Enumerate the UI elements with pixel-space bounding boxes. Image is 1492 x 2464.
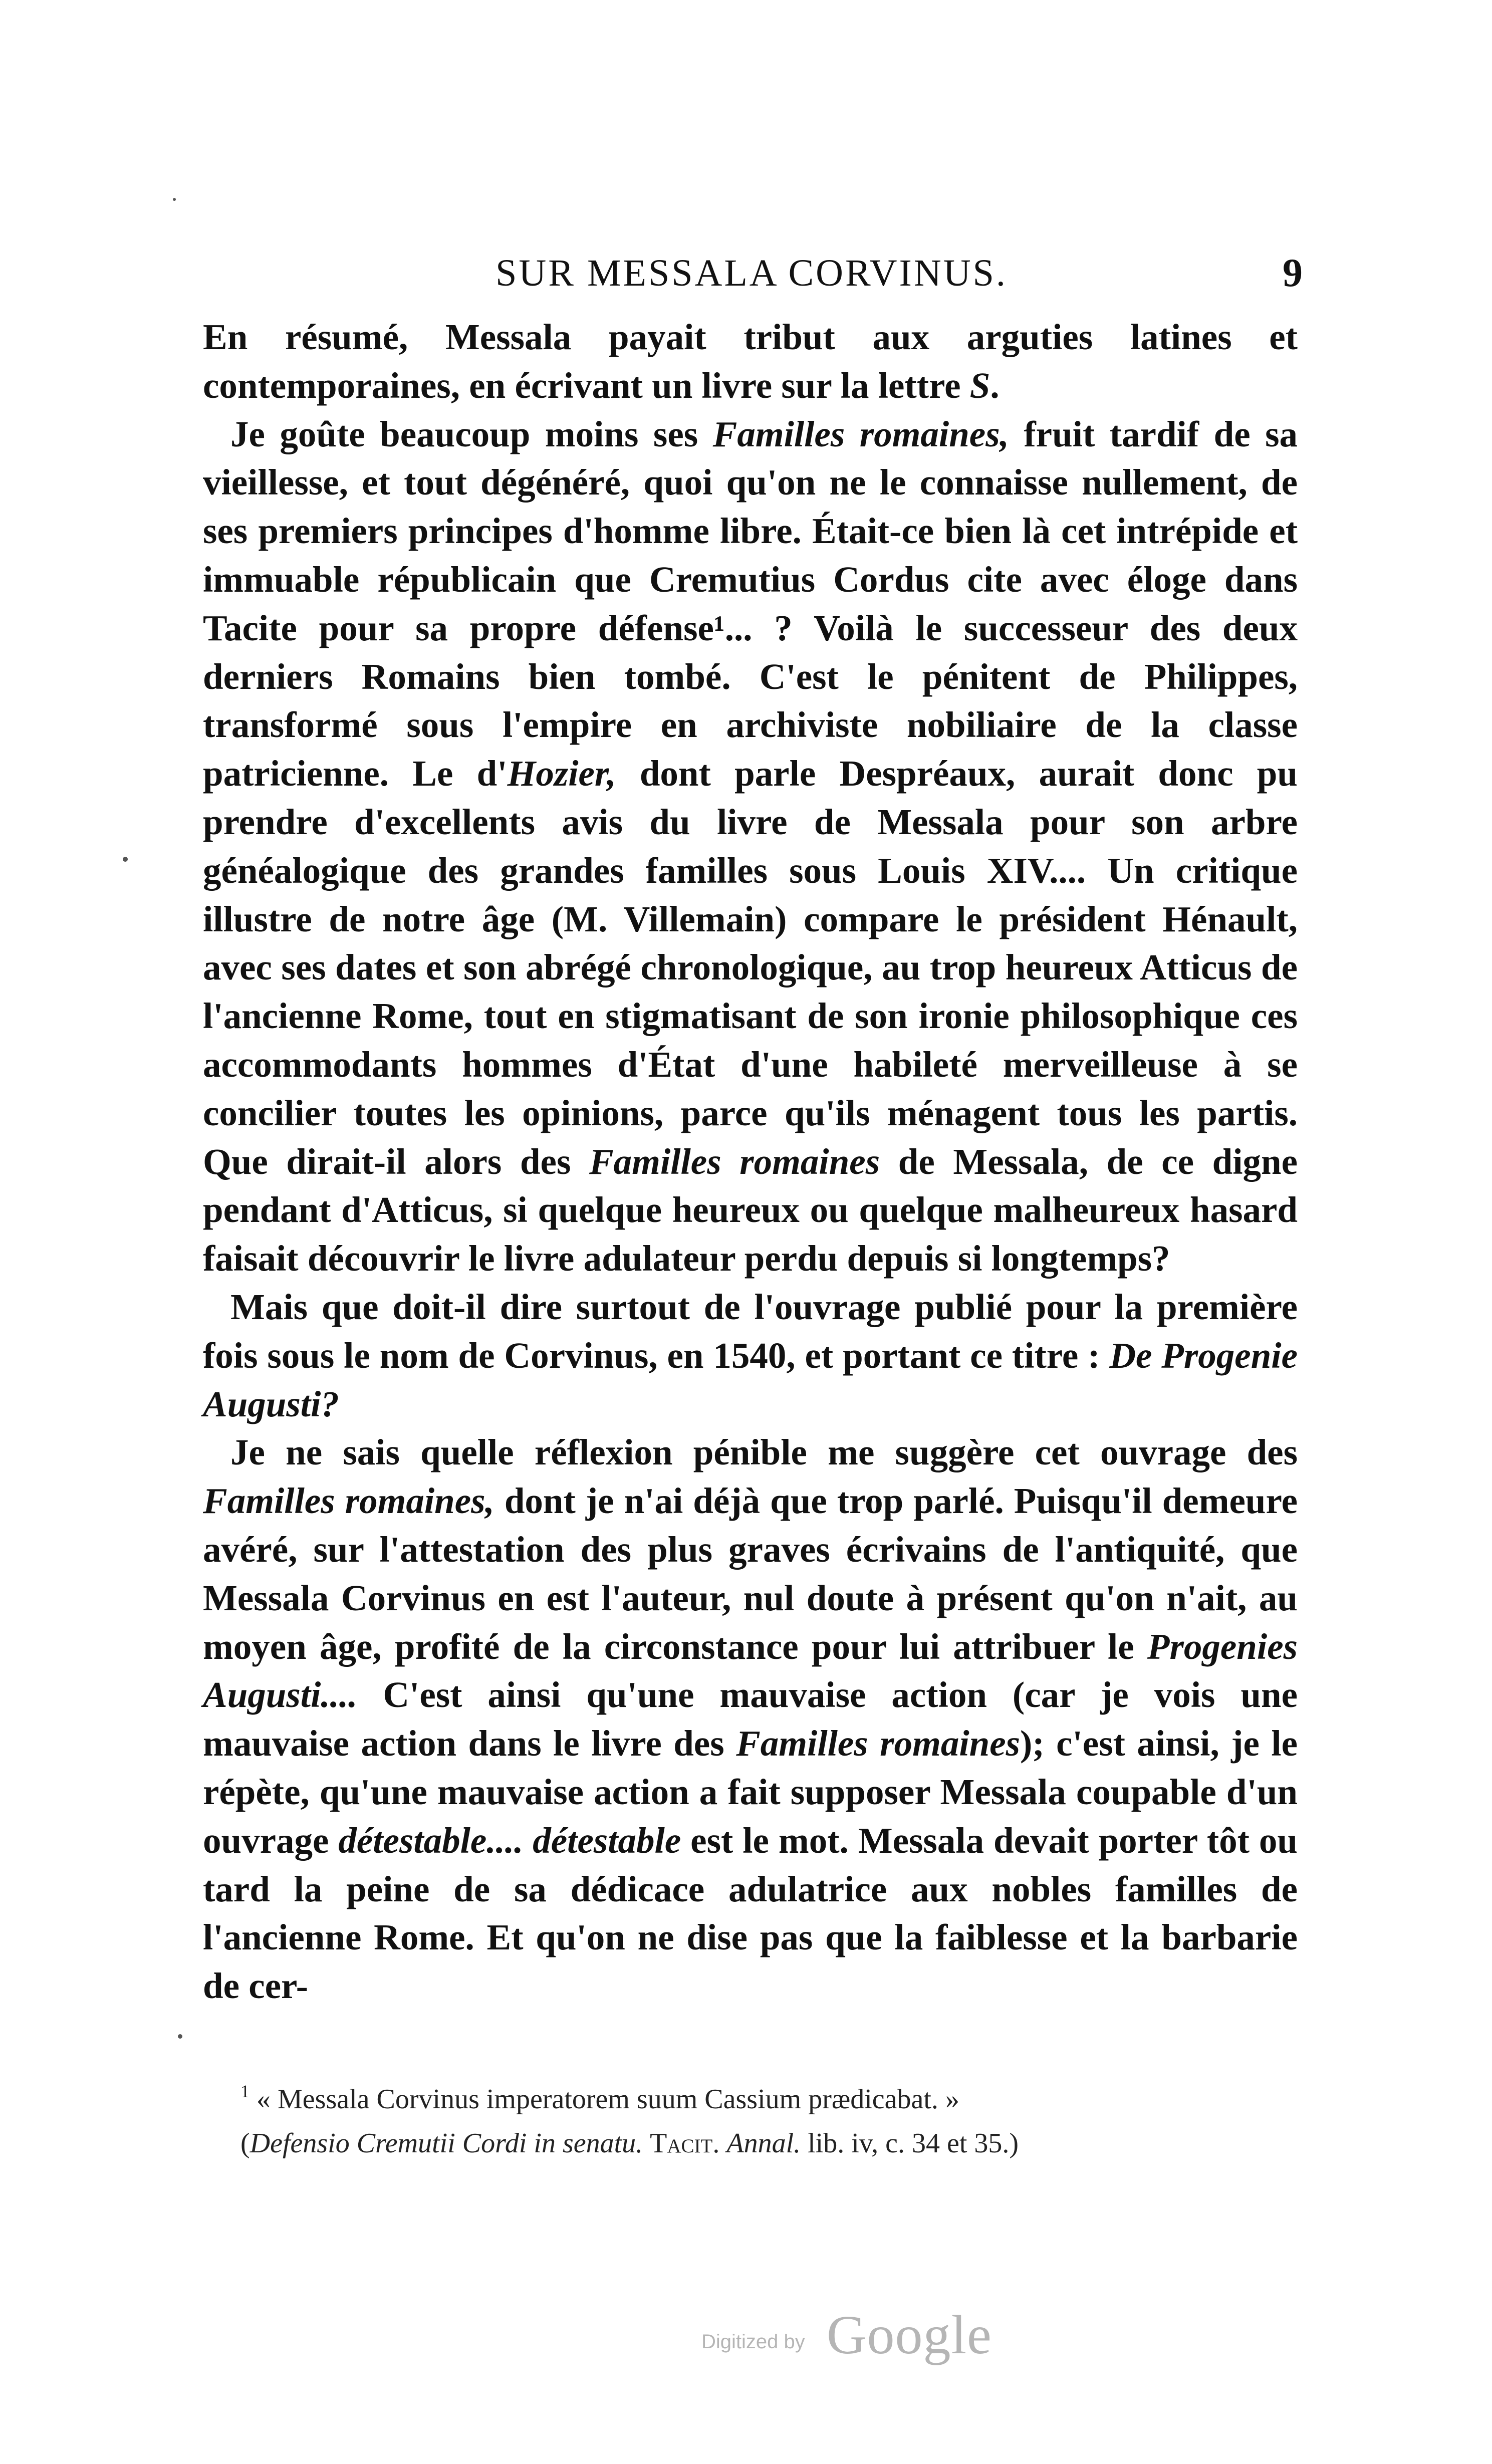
italic-text: détestable.... détestable [338,1820,681,1861]
footnote-line-1 [240,2069,1293,2121]
italic-text: Progenies Augusti.... [203,1626,1298,1715]
footnote-quote: « Messala Corvinus imperatorem suum Cassium prædicabat. » [257,2084,959,2115]
paragraph [203,410,1298,1283]
italic-text: De Progenie Augusti? [203,1335,1298,1424]
italic-text: Familles romaines, [203,1481,494,1522]
footnote-marker: 1 [240,2081,250,2101]
text-run: de Messala, de ce digne pendant d'Atticus, si quelque heureux ou quelque malheureux hasard faisait découvrir le livre adulateur perdu depuis si longtemps? [203,1141,1298,1279]
body-text [203,313,1298,2011]
footnote-work: Annal. [726,2128,801,2159]
running-head [200,251,1303,296]
text-run: Mais que doit-il dire surtout de l'ouvrage publié pour la première fois sous le nom de Corvinus, en 1540, et portant ce titre : [203,1286,1298,1376]
footnote-reference: lib. iv, c. 34 et 35.) [808,2128,1019,2159]
ink-speck [178,2034,182,2039]
digitized-by-text: Digitized by [701,2331,805,2353]
paragraph [203,313,1298,410]
italic-text: Hozier, [507,753,616,794]
ink-speck [173,198,176,201]
italic-text: S [969,365,990,406]
digitized-watermark [701,2305,1052,2365]
footnote-open-paren: ( [240,2128,250,2159]
text-run: C'est ainsi qu'une mauvaise action (car je vois une mauvaise action dans le livre des [203,1674,1298,1764]
text-run: dont je n'ai déjà que trop parlé. Puisqu'il demeure avéré, sur l'attestation des plus graves écrivains de l'antiquité, que Messala Corvinus en est l'auteur, nul doute à présent qu'on n'ait, au moyen âge, profité de la circonstance pour lui attribuer le [203,1481,1298,1667]
footnotes [240,2069,1293,2165]
google-logo: Google [827,2304,992,2365]
paragraph [203,1283,1298,1428]
text-run: En résumé, Messala payait tribut aux arguties latines et contemporaines, en écrivant un livre sur la lettre [203,317,1298,406]
italic-text: Familles romaines [736,1723,1021,1764]
italic-text: Familles romaines, [712,413,1009,454]
text-run: Je goûte beaucoup moins ses [230,413,713,454]
paragraph [203,1428,1298,2011]
footnote-line-2 [240,2121,1293,2165]
page-number: 9 [1283,251,1303,295]
text-run: ); c'est ainsi, je le répète, qu'une mauvaise action a fait supposer Messala coupable d'un ouvrage [203,1723,1298,1861]
text-run: Je ne sais quelle réflexion pénible me suggère cet ouvrage des [230,1432,1298,1473]
text-run: est le mot. Messala devait porter tôt ou tard la peine de sa dédicace adulatrice aux nobles familles de l'ancienne Rome. Et qu'on ne dise pas que la faiblesse et la barbarie de cer- [203,1820,1298,2007]
text-run: . [990,365,1000,406]
italic-text: Familles romaines [589,1141,880,1182]
running-title: SUR MESSALA CORVINUS. [495,252,1008,294]
footnote-author: Tacit. [650,2128,720,2159]
text-run: dont parle Despréaux, aurait donc pu prendre d'excellents avis du livre de Messala pour son arbre généalogique des grandes familles sous Louis XIV.... Un critique illustre de notre âge (M. Villemain) compare le président Hénault, avec ses dates et son abrégé chronologique, au trop heureux Atticus de l'ancienne Rome, tout en stigmatisant de son ironie philosophique ces accommodants hommes d'État d'une habileté merveilleuse à se concilier toutes les opinions, parce qu'ils ménagent tous les partis. Que dirait-il alors des [203,753,1298,1182]
text-run: fruit tardif de sa vieillesse, et tout dégénéré, quoi qu'on ne le connaisse nullement, de ses premiers principes d'homme libre. Était-ce bien là cet intrépide et immuable républicain que Cremutius Cordus cite avec éloge dans Tacite pour sa propre défense¹... ? Voilà le successeur des deux derniers Romains bien tombé. C'est le pénitent de Philippes, transformé sous l'empire en archiviste nobiliaire de la classe patricienne. Le d' [203,413,1298,794]
footnote-source-title: Defensio Cremutii Cordi in senatu. [250,2128,643,2159]
ink-speck [123,857,128,862]
